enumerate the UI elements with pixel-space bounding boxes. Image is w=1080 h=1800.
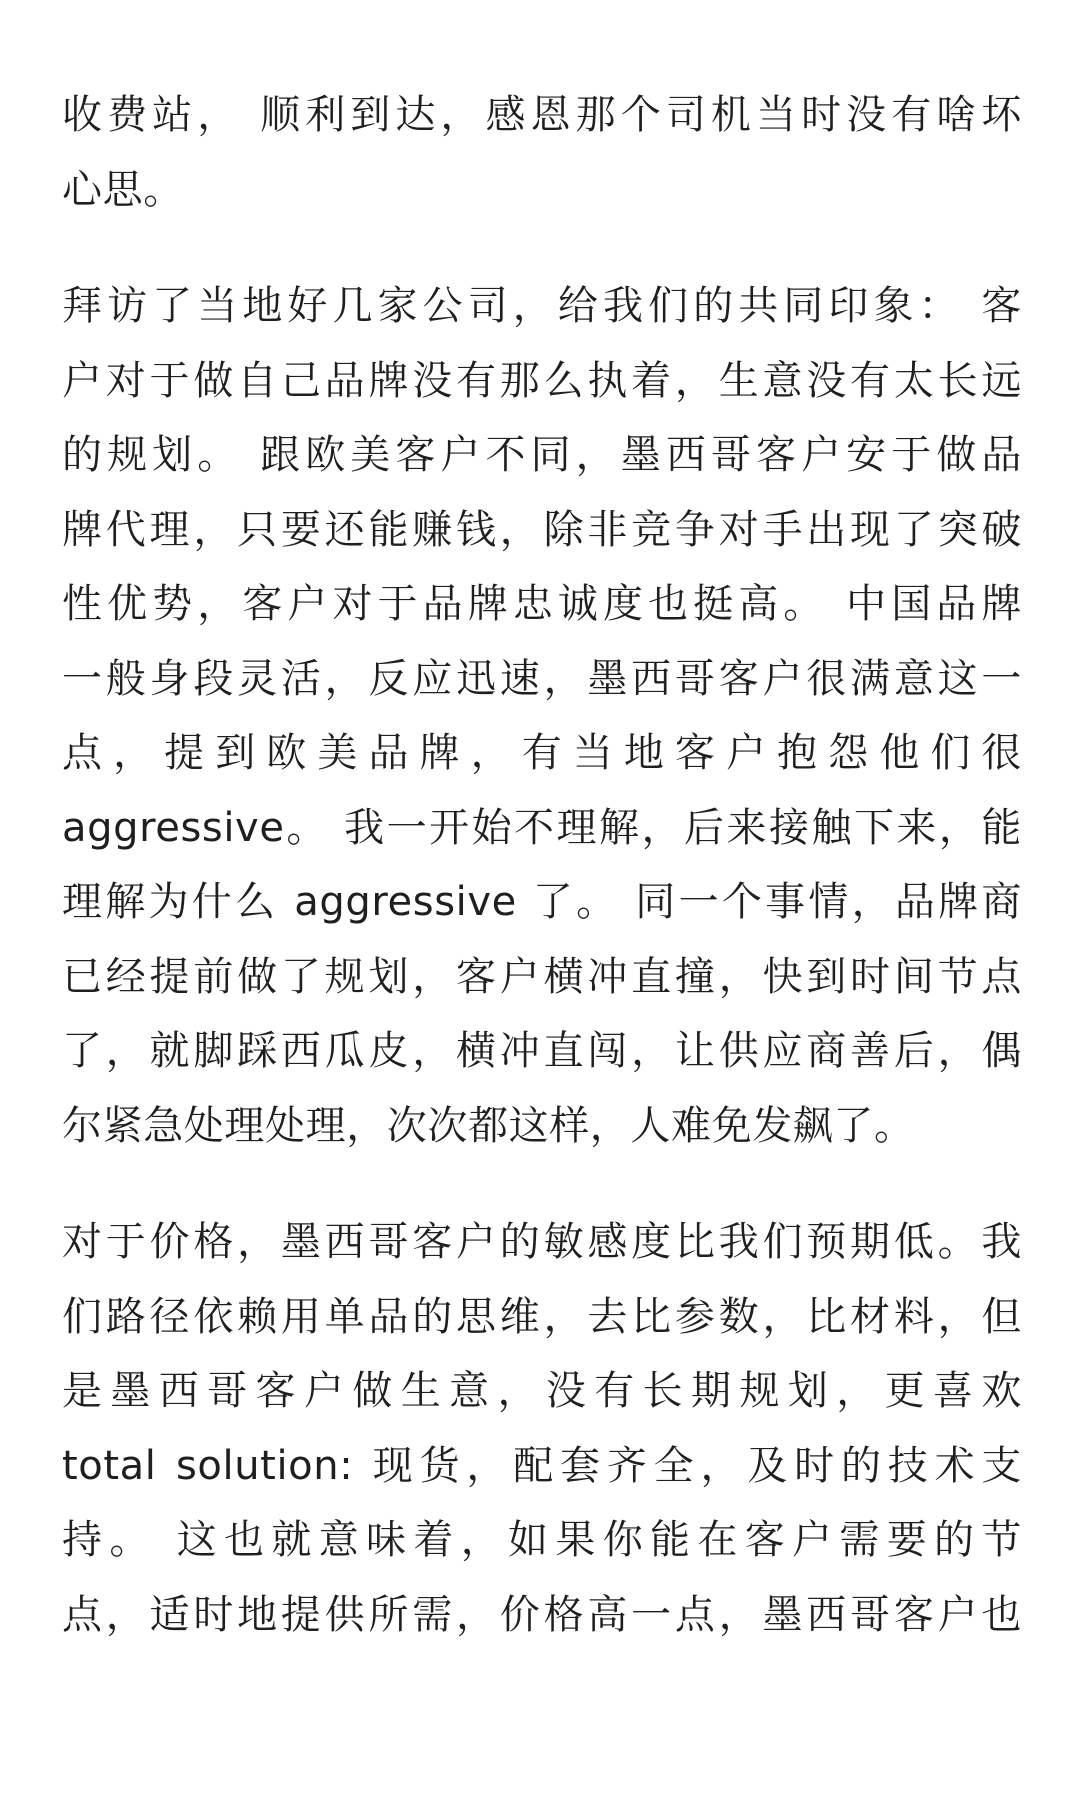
text-line: 是墨西哥客户做生意，没有长期规划，更喜欢 xyxy=(62,1368,1022,1414)
text-line: total solution: 现货，配套齐全，及时的技术支 xyxy=(62,1442,1022,1489)
paragraph-1 xyxy=(62,78,1022,227)
text-line: 一般身段灵活，反应迅速，墨西哥客户很满意这一 xyxy=(62,655,1022,702)
article-body xyxy=(62,78,1022,1652)
text-line: 点，适时地提供所需，价格高一点，墨西哥客户也 xyxy=(62,1591,1022,1638)
paragraph-3 xyxy=(62,1205,1022,1652)
text-line: 拜访了当地好几家公司，给我们的共同印象： 客 xyxy=(62,283,1022,329)
text-line: 对于价格，墨西哥客户的敏感度比我们预期低。我 xyxy=(62,1219,1022,1265)
text-line: 点，提到欧美品牌，有当地客户抱怨他们很 xyxy=(62,730,1022,776)
text-line: aggressive。 我一开始不理解，后来接触下来，能 xyxy=(62,804,1022,851)
text-line: 心思。 xyxy=(62,166,184,213)
paragraph-2 xyxy=(62,269,1022,1163)
text-line: 理解为什么 aggressive 了。 同一个事情，品牌商 xyxy=(62,879,1022,925)
text-line: 户对于做自己品牌没有那么执着，生意没有太长远 xyxy=(62,357,1022,404)
text-line: 收费站， 顺利到达，感恩那个司机当时没有啥坏 xyxy=(62,92,1022,138)
text-line: 牌代理，只要还能赚钱，除非竞争对手出现了突破 xyxy=(62,506,1022,553)
text-line: 持。 这也就意味着，如果你能在客户需要的节 xyxy=(62,1517,1022,1563)
text-line: 了，就脚踩西瓜皮，横冲直闯，让供应商善后，偶 xyxy=(62,1028,1022,1074)
text-line: 们路径依赖用单品的思维，去比参数，比材料，但 xyxy=(62,1293,1022,1340)
text-line: 性优势，客户对于品牌忠诚度也挺高。 中国品牌 xyxy=(62,581,1022,627)
text-line: 的规划。 跟欧美客户不同，墨西哥客户安于做品 xyxy=(62,432,1022,478)
text-line: 已经提前做了规划，客户横冲直撞，快到时间节点 xyxy=(62,953,1022,1000)
text-line: 尔紧急处理处理，次次都这样，人难免发飙了。 xyxy=(62,1102,915,1149)
